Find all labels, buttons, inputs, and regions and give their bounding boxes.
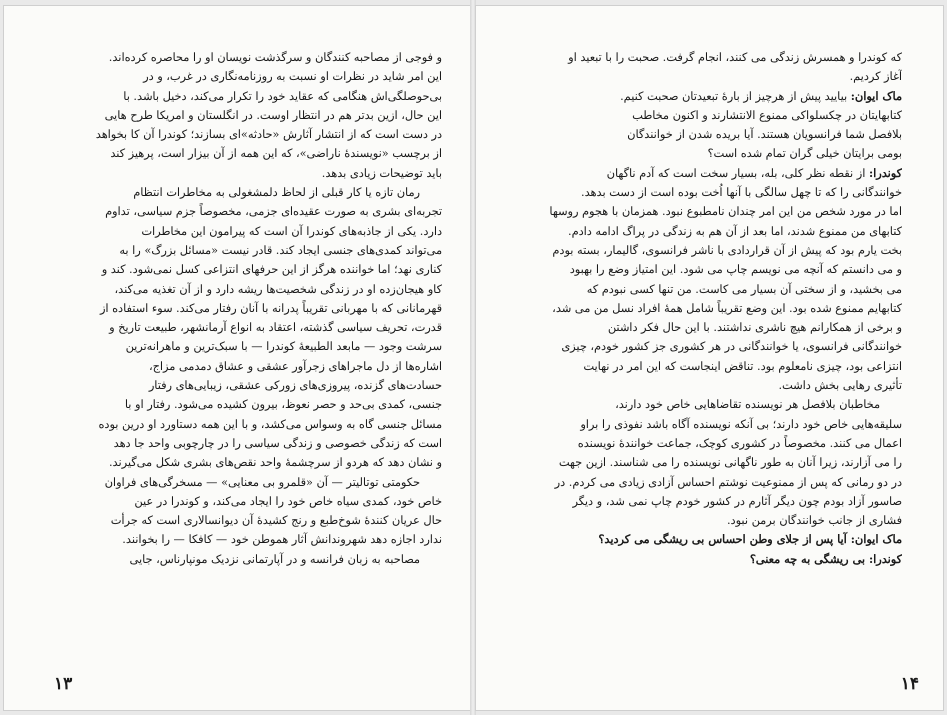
text-line: حسادت‌های گزنده، پیروزی‌های زورکی عشقی، زیبایی‌های رفتار: [148, 379, 442, 393]
text-line: و برخی از همکارانم هیچ ناشری نداشتند. با این حال فکر داشتن: [607, 321, 902, 335]
speaker-label: کوندرا:: [868, 165, 902, 180]
text-line: اما در مورد شخص من این امر چندان نامطبوع نبود. همزمان با هجوم روسها: [549, 205, 902, 219]
text-line: اشاره‌ها از دل ماجراهای زجرآور عشقی و عشاق دمدمی مزاج،: [148, 359, 442, 373]
text-line: آغاز کردیم.: [849, 70, 902, 84]
text-line: و نشان دهد که هردو از سرچشمهٔ واحد نقص‌های بشری شکل می‌گیرند.: [108, 456, 442, 470]
text-line: سرشت وجود — مابعد الطبیعهٔ کوندرا — با سبک‌ترین و ماهرانه‌ترین: [125, 340, 442, 354]
text-line: باید توضیحات زیادی بدهد.: [321, 166, 442, 180]
text-line: که کوندرا و همسرش زندگی می کنند، انجام گرفت. صحبت را با تبعید او: [568, 51, 902, 64]
text-line: صاسور آزاد بودم چون دیگر آثارم در کشور خودم چاپ نمی شد، و دیگر: [572, 494, 902, 508]
text-line: ماک ایوان: بیایید پیش از هرچیز از بارهٔ تبعیدتان صحبت کنیم.: [620, 88, 902, 103]
text-line: می‌تواند کمدی‌های جنسی ایجاد کند. قادر نیست «مسائل بزرگ» را به: [119, 243, 442, 257]
text-line: کاو هیجان‌زده او در زندگی شخصیت‌ها ریشه دارد و از آن تغذیه می‌کند،: [114, 282, 442, 296]
text-line: در دست است که از انتشار آثارش «حادثه»ای بسازند؛ کوندرا آن کا بخواهد: [95, 128, 442, 142]
text-line: فشاری از جانب خوانندگان برمن نبود.: [726, 514, 902, 528]
text-line: ماک ایوان: آیا پس از جلای وطن احساس بی ریشگی می کردید؟: [598, 532, 902, 547]
text-line: حکومتی توتالیتر — آن «قلمرو بی معنایی» — مسخرگی‌های فراوان: [104, 475, 420, 489]
text-line: دارد. یکی از جاذبه‌های کوندرا آن است که پیرامون این مخاطرات: [141, 224, 442, 238]
text-line: تجربه‌ای بشری به صورت عقیده‌ای جزمی، مخصوصاً جزم سیاسی، تداوم: [105, 205, 442, 219]
text-line: کتابهایم ممنوع شده بود. این وضع تقریباً شامل همهٔ افراد نسل من می شد،: [552, 301, 902, 315]
left-page-number: ۱۳: [54, 674, 73, 694]
text-line: مسائل جنسی گاه به وسواس می‌کشد، و با این همه دستاورد او درین بوده: [98, 417, 442, 431]
left-page: [4, 6, 470, 710]
text-line: حال عریان کنندهٔ شوخ‌طبع و رنج کشیدهٔ آن دیوانسالاری است که جرأت: [110, 514, 442, 528]
text-line: بی‌حوصلگی‌اش هنگامی که عقاید خود را تکرار می‌کند، دخیل باشد. با: [123, 89, 442, 103]
text-line: خوانندگانی فرانسوی، یا خوانندگانی در هر کشوری جز کشور خودم، چیزی: [561, 340, 902, 354]
text-line: کوندرا: از نقطه نظر کلی، بله، بسیار سخت است که آدم ناگهان: [606, 165, 902, 180]
speaker-label: ماک ایوان:: [850, 88, 902, 103]
text-line: قدرت، تحریف سیاسی گذشته، اعتقاد به انواع آرمانشهر، طبیعت تاریخ و: [109, 321, 442, 335]
text-line: انتزاعی بود، چیزی نامعلوم بود. تناقض اینجاست که این امر در نهایت: [583, 359, 902, 373]
right-page-text: [506, 48, 902, 569]
text-line: کناری نهد؛ اما خواننده هرگز از این حرفهای انتزاعی کسل نمی‌شود. کند و: [101, 263, 442, 277]
text-line: بومی برایتان خیلی گران تمام شده است؟: [707, 147, 902, 161]
text-line: مخاطبان بلافصل هر نویسنده تقاضاهایی خاص خود دارند،: [615, 398, 880, 412]
text-line: در دو رمانی که پس از ممنوعیت نوشتم احساس آزادی زیادی می کردم. در: [554, 475, 902, 489]
right-page-number: ۱۴: [900, 674, 919, 694]
text-line: است که زندگی خصوصی و زندگی سیاسی را در چارچوبی واحد جا دهد: [113, 436, 442, 450]
text-line: کتابهایتان در چکسلواکی ممنوع الانتشارند و اکنون مخاطب: [632, 108, 902, 122]
text-line: بلافصل شما فرانسویان هستند. آیا بریده شدن از خوانندگان: [627, 128, 902, 142]
text-line: ندارد اجازه دهد شهروندانش آثار هموطن خود — کافکا — را بخوانند.: [122, 533, 442, 547]
text-line: جنسی، کمدی بی‌حد و حصر نعوظ، بیرون کشیده می‌شود. رفتار او با: [124, 398, 442, 412]
text-line: این حال، ازین بدتر هم در انتظار اوست. در انگلستان و امریکا طرح هایی: [104, 108, 442, 122]
text-line: رمان تازه یا کار قبلی از لحاظ دلمشغولی به مخاطرات انتظام: [133, 186, 420, 200]
text-line: این امر شاید در نظرات او نسبت به روزنامه‌نگاری در غرب، و در: [143, 70, 442, 84]
text-line: و می دانستم که آنچه می نویسم چاپ می شود. این امتیاز وضع را بهبود: [569, 263, 902, 277]
text-line: و فوجی از مصاحبه کنندگان و سرگذشت نویسان او را محاصره کرده‌اند.: [108, 51, 442, 64]
text-line: از برچسب «نویسندهٔ ناراضی»، که این همه از آن بیزار است، پرهیز کند: [110, 147, 442, 161]
left-page-text: [40, 48, 442, 569]
text-line: تأثیری رهایی بخش داشت.: [778, 379, 902, 393]
speaker-label: کوندرا:: [868, 551, 902, 566]
text-line: کوندرا: بی ریشگی به چه معنی؟: [749, 551, 902, 566]
text-line: کتابهای من ممنوع شدند، اما بعد از آن هم به زندگی در پراگ ادامه دادم.: [568, 224, 902, 238]
right-page: [476, 6, 943, 710]
text-line: می بخشید، و از سختی آن بسیار می کاست. من تنها کسی نبودم که: [586, 282, 902, 296]
text-line: مصاحبه به زبان فرانسه و در آپارتمانی نزدیک مونپارناس، جایی: [129, 552, 420, 566]
text-line: قهرمانانی که با مهربانی تقریباً پدرانه با آنان رفتار می‌کند. سوء استفاده از: [99, 301, 442, 315]
text-line: بخت یارم بود که پیش از آن قراردادی با ناشر فرانسوی، گالیمار، بسته بودم: [552, 243, 902, 257]
text-line: را می آزارند، زیرا آنان به طور ناگهانی نویسنده را می شناسند. ازین جهت: [558, 456, 902, 470]
text-line: خاص خود، کمدی سیاه خاص خود را ایجاد می‌کند، و کوندرا در عین: [134, 494, 442, 508]
text-line: خوانندگانی را که تا چهل سالگی با آنها اُخت بوده است از دست بدهد.: [581, 186, 902, 200]
text-line: سلیقه‌هایی خاص خود دارند؛ بی آنکه نویسنده آگاه باشد نفوذی را براو: [580, 417, 902, 431]
speaker-label: ماک ایوان:: [850, 532, 902, 547]
text-line: اعمال می کنند. مخصوصاً در کشوری کوچک، جماعت خوانندهٔ نویسنده: [577, 436, 902, 450]
